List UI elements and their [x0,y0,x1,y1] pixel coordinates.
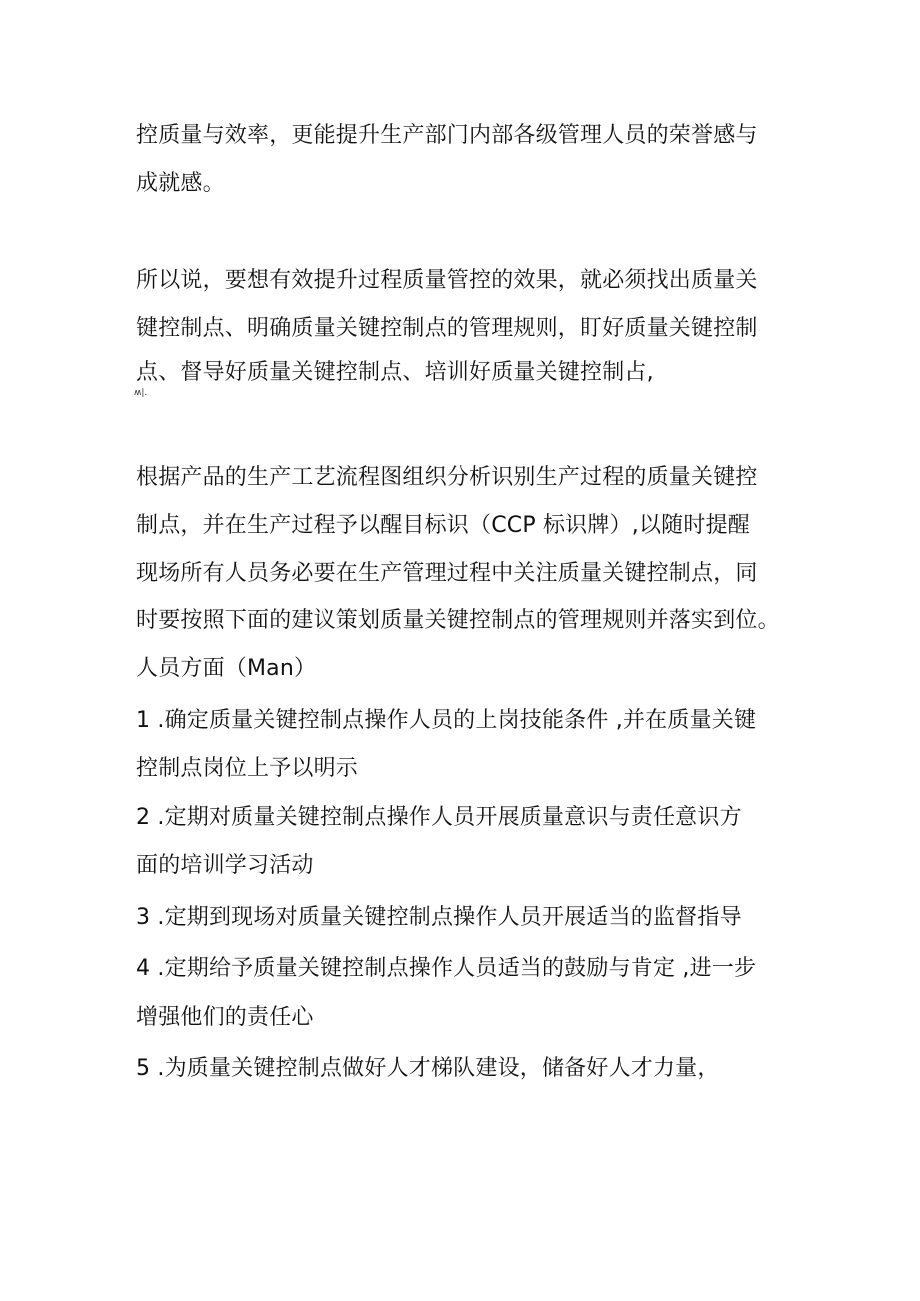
paragraph-3-line-1: 根据产品的生产工艺流程图组织分析识别生产过程的质量关键控 [136,465,758,490]
list-item-2-line-2: 面的培训学习活动 [136,853,314,878]
list-item-2-line-1: 2 .定期对质量关键控制点操作人员开展质量意识与责任意识方 [136,805,742,830]
paragraph-1-line-2: 成就感。 [136,171,225,196]
paragraph-3-line-4: 时要按照下面的建议策划质量关键控制点的管理规则并落实到位。 [136,608,780,633]
scan-artifact-mark: ʍ|. [134,388,148,398]
list-item-5: 5 .为质量关键控制点做好人才梯队建设，储备好人才力量， [136,1056,720,1081]
paragraph-2-line-1: 所以说，要想有效提升过程质量管控的效果，就必须找出质量关 [136,268,758,293]
list-item-1-line-2: 控制点岗位上予以明示 [136,756,359,781]
paragraph-1-line-1: 控质量与效率，更能提升生产部门内部各级管理人员的荣誉感与 [136,123,758,148]
list-item-4-line-1: 4 .定期给予质量关键控制点操作人员适当的鼓励与肯定 ,进一步 [136,956,757,981]
list-item-1-line-1: 1 .确定质量关键控制点操作人员的上岗技能条件 ,并在质量关键 [136,708,757,733]
list-item-4-line-2: 增强他们的责任心 [136,1005,314,1030]
paragraph-2-line-3: 点、督导好质量关键控制点、培训好质量关键控制占, [136,360,654,385]
section-heading: 人员方面（Man） [136,656,317,681]
paragraph-3-line-3: 现场所有人员务必要在生产管理过程中关注质量关键控制点，同 [136,561,758,586]
paragraph-2-line-2: 键控制点、明确质量关键控制点的管理规则，盯好质量关键控制 [136,316,758,341]
paragraph-3-line-2: 制点，并在生产过程予以醒目标识（CCP 标识牌）,以随时提醒 [136,513,750,538]
list-item-3: 3 .定期到现场对质量关键控制点操作人员开展适当的监督指导 [136,905,742,930]
